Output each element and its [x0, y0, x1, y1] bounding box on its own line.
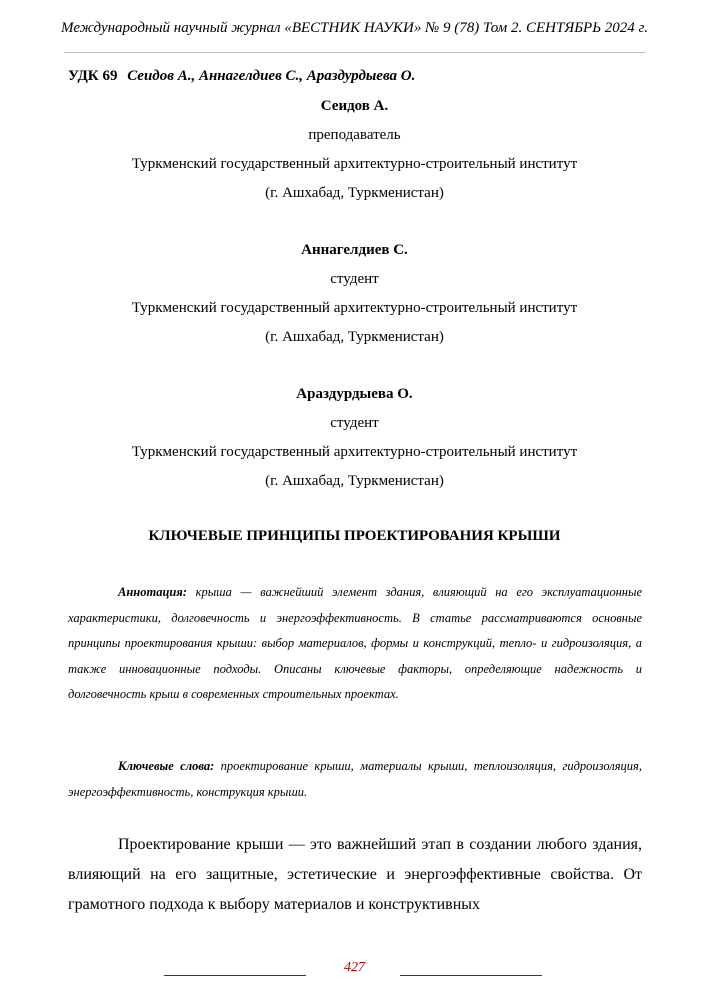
body-paragraph: Проектирование крыши — это важнейший этап в создании любого здания, влияющий на его защитные, эстетические и энергоэффективные свойства. От грамотного подхода к выбору материалов и конструктивных: [68, 836, 642, 913]
header-divider: [64, 52, 645, 53]
abstract-label: Аннотация:: [118, 585, 196, 599]
page-number: 427: [344, 960, 365, 975]
author-institution: Туркменский государственный архитектурно-строительный институт: [131, 156, 578, 172]
udk-code: УДК 69: [68, 68, 118, 84]
author-role: студент: [330, 271, 379, 287]
running-head: Международный научный журнал «ВЕСТНИК НАУКИ» № 9 (78) Том 2. СЕНТЯБРЬ 2024 г.: [61, 20, 648, 36]
author-name: Сеидов А.: [320, 98, 389, 114]
author-institution: Туркменский государственный архитектурно-строительный институт: [131, 300, 578, 316]
author-name: Аннагелдиев С.: [301, 242, 408, 258]
author-block: [0, 236, 709, 352]
footer-rule-right: [400, 975, 542, 976]
author-block: [0, 380, 709, 496]
udk-line: [68, 68, 415, 85]
abstract-text: крыша — важнейший элемент здания, влияющий на его эксплуатационные характеристики, долговечность и энергоэффективность. В статье рассматриваются основные принципы проектирования крыши: выбор материалов, формы и конструкций, тепло- и гидроизоляция, а также инновационные подходы. Описаны ключевые факторы, определяющие надежность и долговечность крыш в современных строительных проектах.: [68, 585, 642, 701]
keywords-text: проектирование крыши, материалы крыши, теплоизоляция, гидроизоляция, энергоэффективность, конструкция крыши.: [68, 759, 642, 799]
author-block: [0, 92, 709, 208]
author-institution: Туркменский государственный архитектурно-строительный институт: [131, 444, 578, 460]
author-location: (г. Ашхабад, Туркменистан): [265, 329, 444, 345]
author-name: Араздурдыева О.: [296, 386, 413, 402]
abstract: [68, 580, 642, 708]
udk-authors: Сеидов А., Аннагелдиев С., Араздурдыева О.: [127, 68, 416, 84]
author-location: (г. Ашхабад, Туркменистан): [265, 185, 444, 201]
author-role: преподаватель: [308, 127, 401, 143]
page-footer: [0, 958, 709, 982]
keywords-label: Ключевые слова:: [118, 759, 221, 773]
author-role: студент: [330, 415, 379, 431]
keywords: [68, 754, 642, 805]
author-location: (г. Ашхабад, Туркменистан): [265, 473, 444, 489]
article-title: КЛЮЧЕВЫЕ ПРИНЦИПЫ ПРОЕКТИРОВАНИЯ КРЫШИ: [148, 528, 561, 544]
